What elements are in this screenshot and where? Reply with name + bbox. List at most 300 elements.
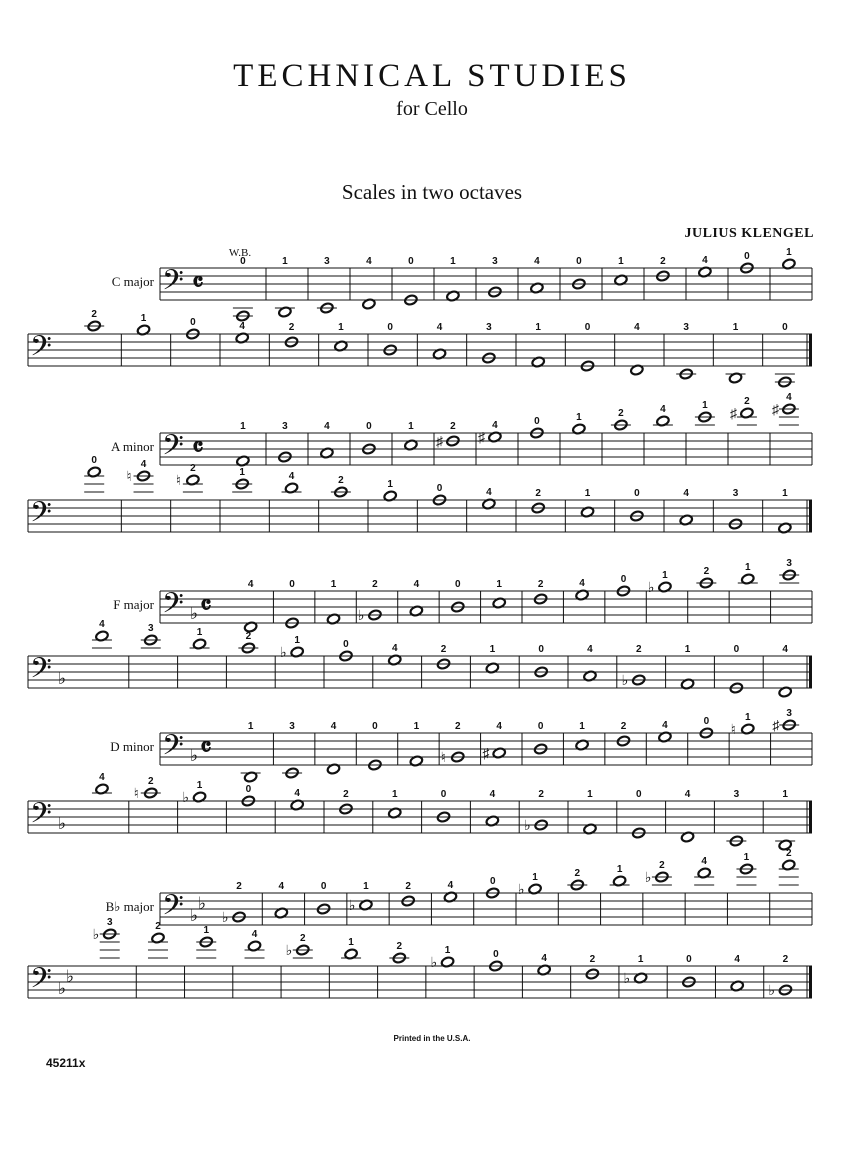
fingering-number: 0	[686, 954, 692, 965]
fingering-number: 2	[782, 954, 789, 965]
staff-system	[28, 619, 812, 698]
common-time-icon: 𝄴	[200, 591, 212, 620]
whole-note	[730, 954, 744, 992]
whole-note	[772, 392, 799, 425]
fingering-number: 0	[537, 721, 544, 732]
fingering-number: 0	[320, 881, 327, 892]
fingering-number: 0	[782, 322, 788, 333]
whole-note	[233, 256, 253, 322]
whole-bow-marking: W.B.	[228, 247, 252, 259]
staff-system	[106, 848, 812, 929]
plate-number: 45211x	[46, 1056, 86, 1070]
key-flat-icon: ♭	[58, 979, 67, 998]
bass-clef-icon: 𝄢	[162, 587, 184, 627]
accidental-icon: ♭	[222, 911, 229, 926]
whole-note	[368, 721, 382, 771]
fingering-number: 2	[535, 488, 541, 499]
whole-note	[389, 941, 409, 964]
accidental-icon: ♭	[644, 871, 652, 886]
fingering-number: 1	[330, 579, 337, 590]
fingering-number: 1	[408, 421, 414, 432]
fingering-number: 4	[496, 721, 502, 732]
whole-note	[383, 322, 397, 356]
whole-note	[585, 954, 599, 980]
whole-note	[362, 421, 376, 455]
fingering-number: 0	[387, 322, 393, 333]
fingering-number: 1	[579, 721, 585, 732]
fingering-number: 1	[387, 479, 393, 490]
scale-label: F major	[113, 597, 154, 612]
whole-note	[518, 872, 542, 898]
accidental-icon: ♯	[482, 747, 490, 762]
fingering-number: 1	[348, 937, 354, 948]
fingering-number: 1	[786, 247, 792, 258]
whole-note	[611, 408, 631, 431]
staff-system	[28, 309, 812, 388]
fingering-number: 4	[99, 619, 105, 630]
fingering-number: 1	[196, 780, 203, 791]
fingering-number: 2	[537, 579, 544, 590]
fingering-number: 2	[660, 256, 666, 267]
bass-clef-icon: 𝄢	[30, 330, 52, 370]
whole-note	[534, 644, 548, 678]
fingering-number: 4	[702, 255, 708, 266]
whole-note	[530, 256, 544, 294]
whole-note	[436, 644, 450, 670]
accidental-icon: ♭	[647, 581, 655, 596]
fingering-number: 1	[363, 881, 369, 892]
whole-note	[779, 848, 799, 885]
fingering-number: 4	[239, 321, 245, 332]
fingering-number: 1	[444, 945, 451, 956]
whole-note	[236, 421, 250, 467]
whole-note	[127, 459, 154, 492]
fingering-number: 1	[140, 313, 147, 324]
whole-note	[388, 643, 402, 666]
whole-note	[632, 789, 646, 839]
fingering-number: 0	[436, 483, 443, 494]
accidental-icon: ♯	[771, 403, 779, 418]
whole-note	[680, 644, 694, 690]
staff-system	[28, 917, 812, 1002]
fingering-number: 3	[324, 256, 330, 267]
accidental-icon: ♭	[621, 674, 629, 689]
fingering-number: 4	[278, 881, 285, 892]
key-flat-icon: ♭	[58, 669, 67, 688]
whole-note	[282, 471, 302, 494]
whole-note	[779, 558, 799, 583]
fingering-number: 4	[447, 880, 454, 891]
fingering-number: 1	[247, 721, 254, 732]
whole-note	[317, 881, 331, 915]
key-flat-icon: ♭	[190, 906, 199, 925]
whole-note	[134, 776, 161, 802]
whole-note	[694, 856, 714, 885]
fingering-number: 0	[620, 574, 627, 585]
whole-note	[738, 562, 758, 585]
whole-note	[280, 635, 304, 661]
fingering-number: 4	[534, 256, 540, 267]
whole-note	[349, 881, 373, 914]
scale-label: D minor	[110, 739, 154, 754]
fingering-number: 1	[294, 635, 300, 646]
staff-system	[110, 708, 812, 783]
fingering-number: 4	[701, 856, 707, 867]
bass-clef-icon: 𝄢	[30, 496, 52, 536]
bass-clef-icon: 𝄢	[30, 797, 52, 837]
bass-clef-icon: 𝄢	[162, 264, 184, 304]
whole-note	[656, 256, 670, 282]
whole-note	[275, 256, 295, 318]
fingering-number: 1	[702, 400, 708, 411]
accidental-icon: ♭	[768, 984, 776, 999]
accidental-icon: ♭	[285, 944, 293, 959]
fingering-number: 2	[744, 396, 750, 407]
fingering-number: 3	[683, 322, 689, 333]
fingering-number: 1	[782, 488, 788, 499]
accidental-icon: ♯	[477, 431, 485, 446]
whole-note	[331, 475, 351, 498]
fingering-number: 4	[251, 929, 258, 940]
fingering-number: 2	[589, 954, 596, 965]
whole-note	[778, 644, 792, 698]
fingering-number: 4	[99, 772, 105, 783]
fingering-number: 3	[733, 789, 740, 800]
whole-note	[699, 716, 713, 739]
fingering-number: 0	[584, 322, 591, 333]
fingering-number: 1	[203, 925, 210, 936]
whole-note	[575, 578, 589, 601]
fingering-number: 2	[288, 322, 295, 333]
whole-note	[92, 772, 112, 795]
whole-note	[274, 881, 288, 919]
fingering-number: 4	[413, 579, 420, 590]
whole-note	[731, 712, 755, 738]
key-flat-icon: ♭	[66, 967, 75, 986]
whole-note	[772, 708, 799, 734]
whole-note	[388, 789, 402, 819]
fingering-number: 0	[744, 251, 750, 262]
accidental-icon: ♮	[440, 751, 446, 766]
fingering-number: 3	[147, 623, 154, 634]
whole-note	[580, 322, 594, 372]
fingering-number: 1	[413, 721, 420, 732]
whole-note	[290, 788, 304, 811]
whole-note	[401, 881, 415, 907]
fingering-number: 1	[684, 644, 691, 655]
page-title: TECHNICAL STUDIES	[233, 58, 631, 94]
fingering-number: 2	[155, 921, 161, 932]
whole-note	[432, 322, 446, 360]
accidental-icon: ♮	[175, 474, 181, 489]
whole-note	[680, 789, 694, 843]
whole-note	[183, 780, 207, 806]
whole-note	[339, 789, 353, 815]
fingering-number: 0	[343, 639, 349, 650]
whole-note	[572, 256, 586, 290]
accidental-icon: ♭	[92, 928, 100, 943]
whole-note	[485, 644, 499, 674]
staff-system	[28, 772, 812, 851]
fingering-number: 0	[538, 644, 544, 655]
fingering-number: 2	[405, 881, 411, 892]
staff-system	[111, 392, 812, 469]
whole-note	[334, 322, 348, 352]
fingering-number: 1	[616, 864, 623, 875]
whole-note	[92, 619, 112, 648]
whole-note	[645, 860, 672, 886]
fingering-number: 4	[391, 643, 398, 654]
whole-note	[238, 631, 258, 654]
fingering-number: 1	[282, 256, 288, 267]
fingering-number: 4	[140, 459, 147, 470]
fingering-number: 0	[733, 644, 740, 655]
fingering-number: 4	[634, 322, 640, 333]
whole-note	[136, 313, 150, 336]
whole-note	[282, 721, 302, 779]
fingering-number: 1	[391, 789, 398, 800]
whole-note	[736, 852, 756, 885]
whole-note	[326, 579, 340, 625]
accidental-icon: ♯	[772, 719, 780, 734]
whole-note	[682, 954, 696, 988]
accidental-icon: ♯	[435, 435, 443, 450]
fingering-number: 4	[782, 644, 788, 655]
common-time-icon: 𝄴	[200, 733, 212, 762]
fingering-number: 1	[618, 256, 624, 267]
whole-note	[610, 864, 630, 887]
fingering-number: 2	[620, 721, 627, 732]
composer-name: JULIUS KLENGEL	[684, 226, 814, 241]
fingering-number: 0	[455, 579, 461, 590]
bass-clef-icon: 𝄢	[162, 729, 184, 769]
whole-note	[285, 579, 299, 629]
whole-note	[775, 789, 795, 851]
whole-note	[575, 721, 589, 751]
fingering-number: 2	[147, 776, 154, 787]
fingering-number: 2	[538, 789, 544, 800]
whole-note	[244, 579, 258, 633]
fingering-number: 0	[372, 721, 378, 732]
whole-note	[362, 256, 376, 310]
whole-note	[648, 570, 672, 596]
whole-note	[768, 954, 792, 999]
fingering-number: 4	[247, 579, 254, 590]
whole-note	[580, 488, 594, 518]
fingering-number: 1	[745, 562, 751, 573]
fingering-number: 0	[289, 579, 295, 590]
whole-note	[383, 479, 397, 502]
whole-note	[537, 953, 551, 976]
whole-note	[524, 789, 548, 834]
fingering-number: 4	[486, 487, 492, 498]
fingering-number: 1	[637, 954, 644, 965]
whole-note	[616, 721, 630, 747]
whole-note	[530, 416, 544, 439]
whole-note	[404, 256, 418, 306]
fingering-number: 4	[324, 421, 330, 432]
whole-note	[196, 925, 216, 958]
whole-note	[630, 488, 644, 522]
fingering-number: 3	[786, 708, 792, 719]
fingering-number: 3	[289, 721, 295, 732]
whole-note	[531, 322, 545, 368]
fingering-number: 2	[574, 868, 581, 879]
fingering-number: 0	[534, 416, 540, 427]
fingering-number: 1	[240, 421, 246, 432]
fingering-number: 2	[343, 789, 349, 800]
whole-note	[696, 566, 716, 589]
common-time-icon: 𝄴	[192, 433, 204, 462]
whole-note	[567, 868, 587, 891]
whole-note	[583, 644, 597, 682]
fingering-number: 4	[436, 322, 443, 333]
fingering-number: 2	[245, 631, 252, 642]
fingering-number: 3	[106, 917, 113, 928]
fingering-number: 2	[785, 848, 792, 859]
fingering-number: 4	[683, 488, 689, 499]
whole-note	[676, 322, 696, 380]
fingering-number: 4	[288, 471, 295, 482]
fingering-number: 1	[489, 644, 496, 655]
whole-note	[531, 488, 545, 514]
whole-note	[409, 579, 423, 617]
fingering-number: 2	[338, 475, 344, 486]
accidental-icon: ♭	[182, 791, 190, 806]
fingering-number: 1	[450, 256, 456, 267]
fingering-number: 1	[576, 412, 582, 423]
fingering-number: 4	[294, 788, 300, 799]
fingering-number: 3	[486, 322, 492, 333]
fingering-number: 2	[635, 644, 642, 655]
fingering-number: 1	[732, 322, 739, 333]
fingering-number: 2	[91, 309, 97, 320]
fingering-number: 2	[455, 721, 461, 732]
whole-note	[84, 309, 104, 332]
fingering-number: 3	[786, 558, 792, 569]
whole-note	[141, 623, 161, 648]
accidental-icon: ♮	[730, 723, 736, 738]
fingering-number: 4	[734, 954, 740, 965]
fingering-number: 4	[786, 392, 792, 403]
whole-note	[616, 574, 630, 597]
fingering-number: 1	[662, 570, 668, 581]
whole-note	[492, 579, 506, 609]
whole-note	[534, 579, 548, 605]
printed-notice: Printed in the U.S.A.	[393, 1034, 471, 1043]
whole-note	[222, 881, 246, 926]
whole-note	[317, 256, 337, 314]
accidental-icon: ♭	[524, 819, 531, 834]
scale-label: B♭ major	[105, 899, 154, 914]
section-heading: Scales in two octaves	[341, 180, 523, 204]
fingering-number: 0	[493, 949, 499, 960]
fingering-number: 4	[662, 720, 668, 731]
fingering-number: 2	[440, 644, 447, 655]
accidental-icon: ♮	[133, 787, 139, 802]
fingering-number: 4	[541, 953, 547, 964]
fingering-number: 1	[584, 488, 591, 499]
whole-note	[186, 317, 200, 340]
whole-note	[286, 933, 313, 959]
bass-clef-icon: 𝄢	[162, 889, 184, 929]
whole-note	[358, 579, 382, 624]
fingering-number: 2	[190, 463, 196, 474]
accidental-icon: ♭	[518, 883, 525, 898]
fingering-number: 1	[782, 789, 788, 800]
fingering-number: 1	[745, 712, 751, 723]
accidental-icon: ♭	[623, 972, 631, 987]
fingering-number: 0	[576, 256, 582, 267]
whole-note	[624, 954, 648, 987]
fingering-number: 4	[492, 420, 498, 431]
accidental-icon: ♭	[430, 956, 438, 971]
whole-note	[93, 917, 120, 958]
whole-note	[451, 579, 465, 613]
accidental-icon: ♭	[357, 609, 365, 624]
staff-system	[112, 247, 812, 322]
fingering-number: 0	[635, 789, 642, 800]
fingering-number: 0	[440, 789, 447, 800]
common-time-icon: 𝄴	[192, 268, 204, 297]
whole-note	[485, 789, 499, 827]
whole-note	[436, 789, 450, 823]
fingering-number: 0	[190, 317, 196, 328]
key-flat-icon: ♭	[58, 814, 67, 833]
fingering-number: 3	[282, 421, 288, 432]
accidental-icon: ♮	[126, 470, 132, 485]
whole-note	[443, 880, 457, 903]
whole-note	[698, 255, 712, 278]
whole-note	[441, 721, 465, 766]
fingering-number: 3	[492, 256, 498, 267]
fingering-number: 2	[450, 421, 456, 432]
whole-note	[486, 876, 500, 899]
fingering-number: 3	[732, 488, 739, 499]
fingering-number: 1	[239, 467, 245, 478]
fingering-number: 1	[496, 579, 502, 590]
whole-note	[84, 455, 104, 492]
whole-note	[446, 256, 460, 302]
whole-note	[695, 400, 715, 425]
whole-note	[489, 949, 503, 972]
whole-note	[614, 256, 628, 286]
staff-system	[113, 558, 812, 633]
whole-note	[775, 322, 795, 388]
fingering-number: 0	[366, 421, 372, 432]
whole-note	[245, 929, 265, 958]
fingering-number: 0	[240, 256, 246, 267]
whole-note	[622, 644, 646, 689]
fingering-number: 2	[236, 881, 242, 892]
whole-note	[284, 322, 298, 348]
whole-note	[320, 421, 334, 459]
accidental-icon: ♯	[729, 407, 737, 422]
whole-note	[679, 488, 693, 526]
accidental-icon: ♭	[348, 899, 356, 914]
fingering-number: 4	[489, 789, 496, 800]
whole-note	[534, 721, 548, 755]
staff-system	[28, 455, 812, 536]
fingering-number: 1	[196, 627, 203, 638]
whole-note	[730, 396, 757, 425]
whole-note	[404, 421, 418, 451]
accidental-icon: ♭	[280, 646, 287, 661]
whole-note	[726, 322, 746, 384]
fingering-number: 2	[703, 566, 710, 577]
bass-clef-icon: 𝄢	[162, 429, 184, 469]
fingering-number: 4	[660, 404, 666, 415]
